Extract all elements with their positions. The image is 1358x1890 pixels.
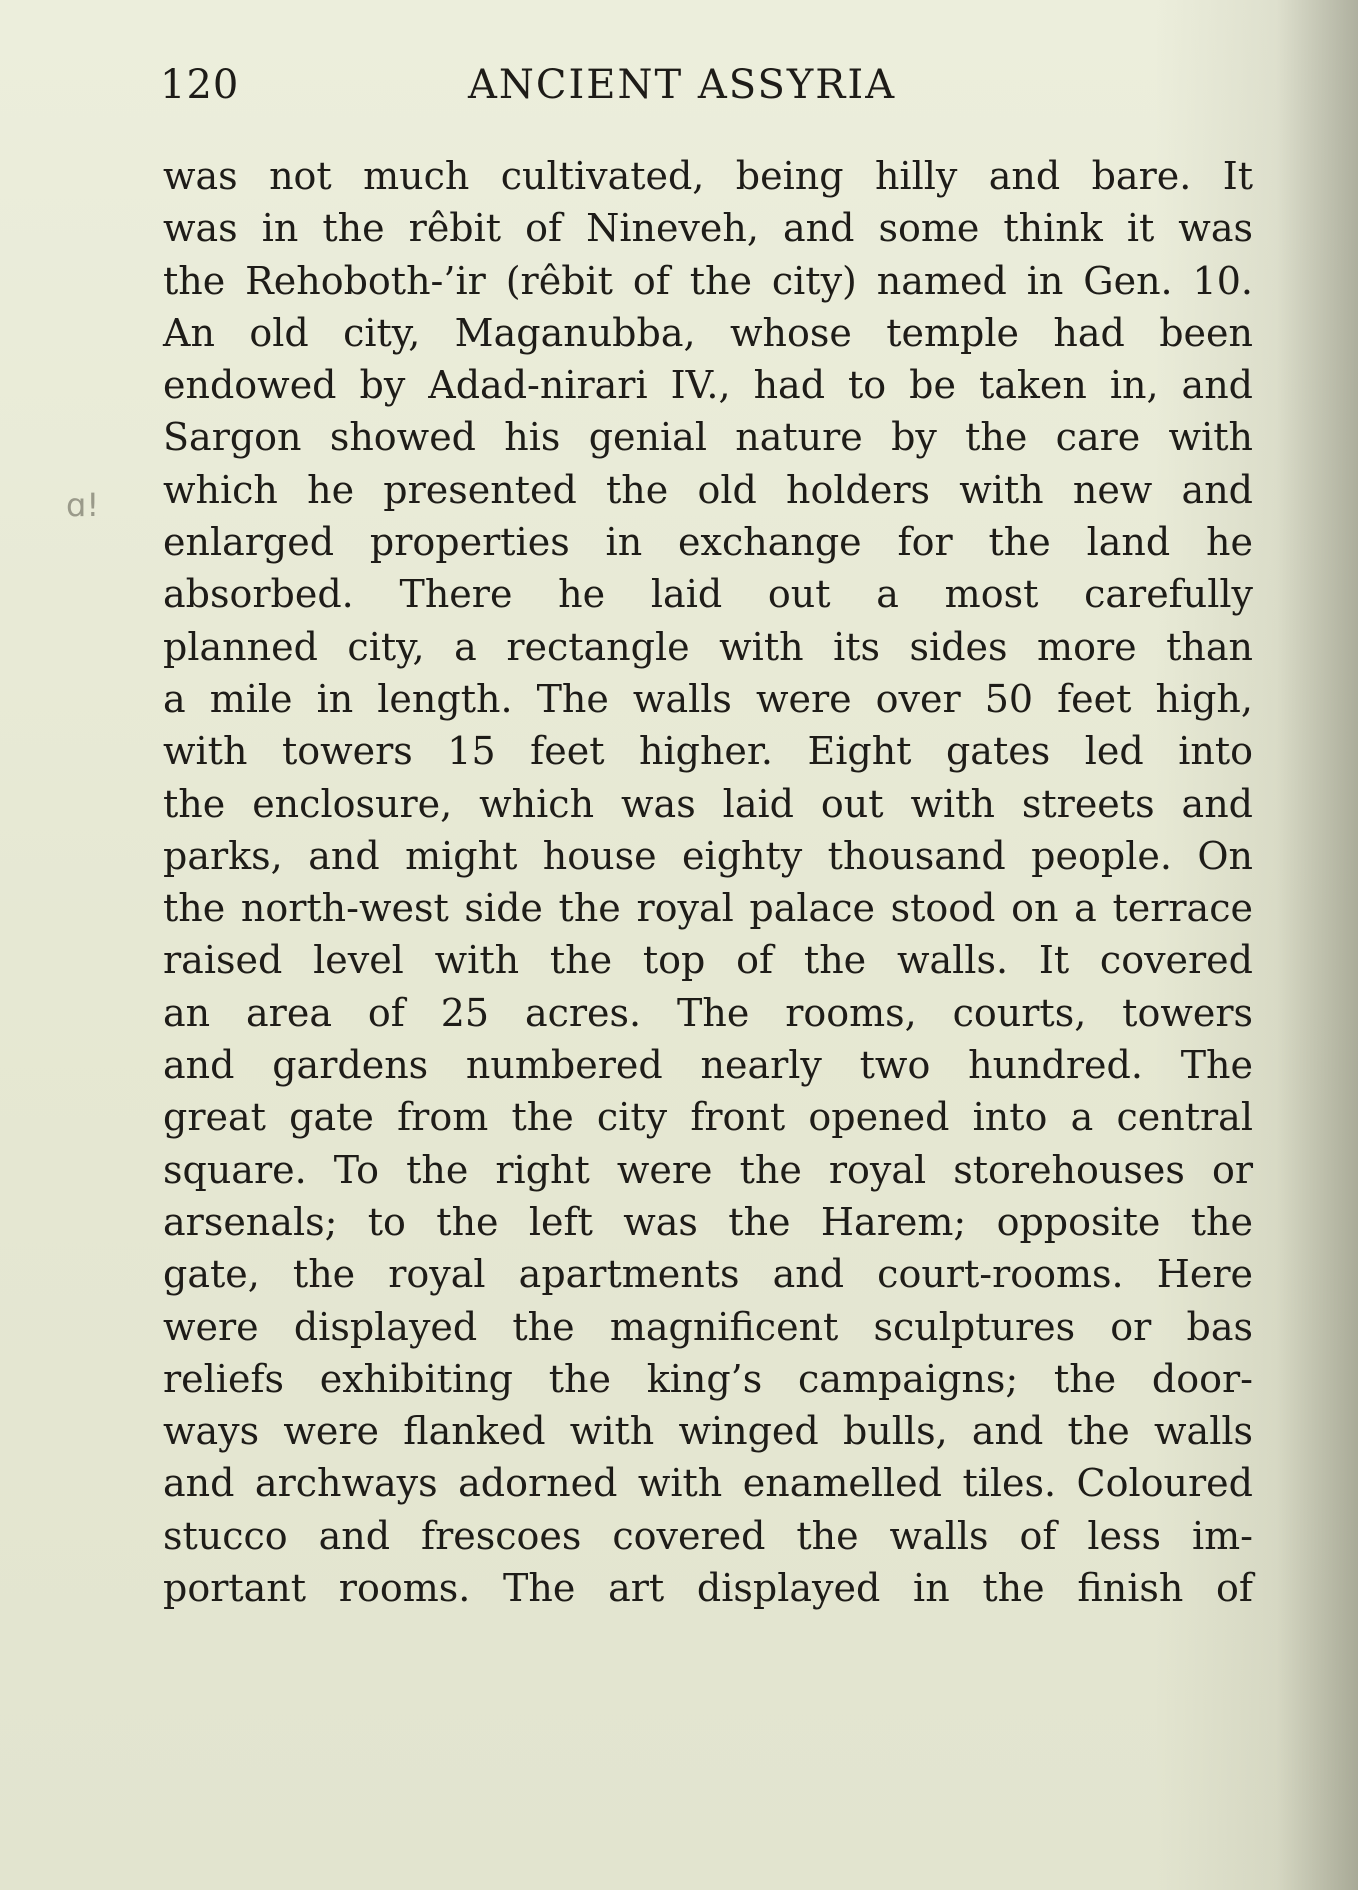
text-line-21: arsenals; to the left was the Harem; opposite the xyxy=(163,1199,1253,1244)
text-line-15: the north-west side the royal palace stood on a terrace xyxy=(163,886,1253,931)
text-line-16: raised level with the top of the walls. It covered xyxy=(163,938,1253,983)
text-line-24: reliefs exhibiting the king’s campaigns; the door- xyxy=(163,1356,1253,1401)
text-line-3: the Rehoboth-’ir (rêbit of the city) named in Gen. 10. xyxy=(163,258,1253,303)
text-line-26: and archways adorned with enamelled tiles. Coloured xyxy=(163,1461,1253,1506)
text-line-8: enlarged properties in exchange for the land he xyxy=(163,520,1253,565)
running-title: ANCIENT ASSYRIA xyxy=(468,62,897,108)
text-line-28: portant rooms. The art displayed in the finish of xyxy=(163,1566,1253,1611)
margin-note: ɑ! xyxy=(66,486,100,524)
text-line-14: parks, and might house eighty thousand people. On xyxy=(163,833,1253,878)
text-line-5: endowed by Adad-nirari IV., had to be taken in, and xyxy=(163,363,1253,408)
text-line-23: were displayed the magnificent sculptures or bas xyxy=(163,1304,1253,1349)
text-line-11: a mile in length. The walls were over 50 feet high, xyxy=(163,676,1253,721)
text-line-17: an area of 25 acres. The rooms, courts, towers xyxy=(163,990,1253,1035)
text-line-9: absorbed. There he laid out a most carefully xyxy=(163,572,1253,617)
text-line-27: stucco and frescoes covered the walls of less im- xyxy=(163,1513,1253,1558)
running-head xyxy=(160,62,1260,122)
text-line-6: Sargon showed his genial nature by the care with xyxy=(163,415,1253,460)
text-line-4: An old city, Maganubba, whose temple had been xyxy=(163,310,1253,355)
text-line-7: which he presented the old holders with new and xyxy=(163,467,1253,512)
text-line-12: with towers 15 feet higher. Eight gates led into xyxy=(163,729,1253,774)
text-line-20: square. To the right were the royal storehouses or xyxy=(163,1147,1253,1192)
text-line-10: planned city, a rectangle with its sides more than xyxy=(163,624,1253,669)
text-line-19: great gate from the city front opened into a central xyxy=(163,1095,1253,1140)
text-line-25: ways were flanked with winged bulls, and the walls xyxy=(163,1409,1253,1454)
text-line-18: and gardens numbered nearly two hundred. The xyxy=(163,1043,1253,1088)
page-number: 120 xyxy=(160,62,240,108)
body-text xyxy=(163,150,1253,1614)
text-line-22: gate, the royal apartments and court-rooms. Here xyxy=(163,1252,1253,1297)
text-line-2: was in the rêbit of Nineveh, and some think it was xyxy=(163,206,1253,251)
text-line-13: the enclosure, which was laid out with streets and xyxy=(163,781,1253,826)
text-line-1: was not much cultivated, being hilly and bare. It xyxy=(163,154,1253,198)
